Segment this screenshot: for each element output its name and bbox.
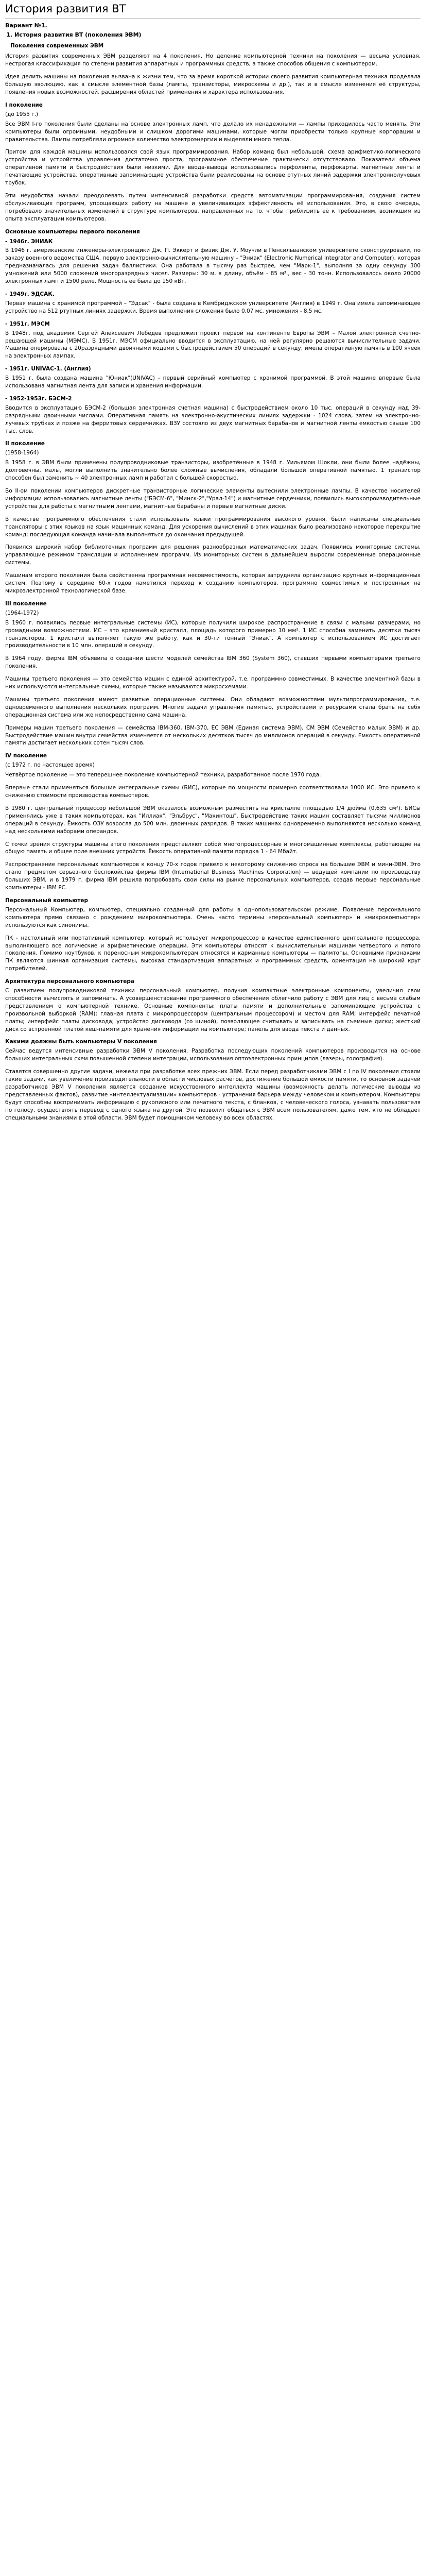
gen2-paragraph: Появился широкий набор библиотечных программ для решения разнообразных математических задач. Появились мониторные системы, управляющие режимом трансляции и исполнением программ. Из мониторных систем в дальнейшем выросли современные операционные системы. bbox=[5, 544, 421, 566]
gen4-paragraph: Распространение персональных компьютеров к концу 70-х годов привело к некоторому снижению спроса на большие ЭВМ и мини-ЭВМ. Это стало предметом серьезного беспокойства фирмы IBM (International Business Machines Corporation) — ведущей компании по производству больших ЭВМ, и в 1979 г. фирма IBM решила попробовать свои силы на рынке персональных компьютеров, создав первые персональные компьютеры - IBM PC. bbox=[5, 861, 421, 891]
model-text: В 1946 г. американские инженеры-электронщики Дж. П. Эккерт и физик Дж. У. Моучли в Пенсильванском университете сконструировали, по заказу военного ведомства США, первую электронно-вычислительную машину – "Эниак" (Electronic Numerical Integrator and Computer), которая предназначалась для решения задач баллистики. Она работала в тысячу раз быстрее, чем "Марк-1", выполняя за одну секунду 300 умножений или 5000 сложений многоразрядных чисел. Размеры: 30 м. в длину, объём - 85 м³., вес - 30 тонн. Использовалось около 20000 электронных ламп и 1500 реле. Мощность ее была до 150 кВт. bbox=[5, 247, 421, 285]
intro-paragraph: История развития современных ЭВМ разделяют на 4 поколения. Но деление компьютерной техники на поколения — весьма условная, нестрогая классификация по степени развития аппаратных и программных средств, а также способов общения с компьютером. bbox=[5, 53, 421, 67]
gen5-heading: Какими должны быть компьютеры V поколения bbox=[5, 1039, 157, 1045]
model-text: Вводится в эксплуатацию БЭСМ-2 (большая электронная счетная машина) с быстродействием около 10 тыс. операций в секунду над 39-разрядными двоичными числами. Оперативная память на электронно-акустических линиях задержки - 1024 слова, затем на электронно-лучевых трубках и позже на ферритовых сердечниках. ВЗУ состояло из двух магнитных барабанов и магнитной ленты емкостью свыше 100 тыс. слов. bbox=[5, 404, 421, 434]
gen2-years: (1958-1964) bbox=[5, 450, 39, 456]
model-title: - 1946г. ЭНИАК bbox=[5, 238, 53, 245]
model-text: В 1951 г. была создана машина "Юниак"(UNIVAC) - первый серийный компьютер с хранимой программой. В этой машине впервые была использована магнитная лента для записи и хранения информации. bbox=[5, 375, 421, 389]
gen4-paragraph: Четвёртое поколение — это теперешнее поколение компьютерной техники, разработанное после 1970 года. bbox=[5, 772, 321, 778]
gen4-paragraph: В 1980 г. центральный процессор небольшой ЭВМ оказалось возможным разместить на кристалле площадью 1/4 дюйма (0,635 см²). БИСы применялись уже в таких компьютерах, как "Иллиак", "Эльбрус", "Макинтош". Быстродействие таких машин составляет тысячи миллионов операций в секунду. Ёмкость ОЗУ возросла до 500 млн. двоичных разрядов. В таких машинах одновременно выполняются несколько команд над несколькими наборами операндов. bbox=[5, 805, 421, 835]
gen3-paragraph: Машины третьего поколения — это семейства машин с единой архитектурой, т.е. программно совместимых. В качестве элементной базы в них используются интегральные схемы, которые также называются микросхемами. bbox=[5, 676, 421, 690]
intro-paragraph: Идея делить машины на поколения вызвана к жизни тем, что за время короткой истории своего развития компьютерная техника проделала большую эволюцию, как в смысле элементной базы (лампы, транзисторы, микросхемы и др.), так и в смысле изменения её структуры, появления новых возможностей, расширения областей применения и характера использования. bbox=[5, 74, 421, 96]
gen1-paragraph: Все ЭВМ I-го поколения были сделаны на основе электронных ламп, что делало их ненадежными — лампы приходилось часто менять. Эти компьютеры были огромными, неудобными и слишком дорогими машинами, которые могли приобрести только крупные корпорации и правительства. Лампы потребляли огромное количество электроэнергии и выделяли много тепла. bbox=[5, 121, 421, 143]
pc-arch-paragraph: С развитием полупроводниковой техники персональный компьютер, получив компактные электронные компоненты, увеличил свои способности вычислять и запоминать. А усовершенствование программного обеспечения облегчило работу с ЭВМ для лиц с весьма слабым представлением о компьютерной технике. Основные компоненты: платы памяти и дополнительные запоминающие устройства с произвольной выборкой (RAM); главная плата с микропроцессором (центральным процессором) и местом для RAM; интерфейс печатной платы; интерфейс платы дисковода; устройство дисковода (со шиной), позволяющее считывать и записывать на съемные диски; жесткий диск со встроенной платой кеш-памяти для хранения информации на компьютере; панель для ввода текста и данных. bbox=[5, 988, 421, 1032]
gen2-paragraph: В качестве программного обеспечения стали использовать языки программирования высокого уровня, были написаны специальные трансляторы с этих языков на язык машинных команд. Для ускорения вычислений в этих машинах было реализовано некоторое перекрытие команд: последующая команда начинала выполняться до окончания предыдущей. bbox=[5, 516, 421, 538]
gen4-paragraph: Впервые стали применяться большие интегральные схемы (БИС), которые по мощности примерно соответствовали 1000 ИС. Это привело к снижению стоимости производства компьютеров. bbox=[5, 785, 421, 799]
topic-list bbox=[14, 31, 421, 39]
gen3-paragraph: Машины третьего поколения имеют развитые операционные системы. Они обладают возможностями мультипрограммирования, т.е. одновременного выполнения нескольких программ. Многие задачи управления памятью, устройствами и ресурсами стала брать на себя операционная система или же непосредственно сама машина. bbox=[5, 696, 421, 718]
gen1-models-heading: Основные компьютеры первого поколения bbox=[5, 228, 140, 235]
model-title: - 1951г. UNIVAC-1. (Англия) bbox=[5, 366, 91, 372]
gen3-years: (1964-1972) bbox=[5, 609, 39, 616]
gen2-paragraph: Машинам второго поколения была свойственна программная несовместимость, которая затрудняла организацию крупных информационных систем. Поэтому в середине 60-х годов наметился переход к созданию компьютеров, программно совместимых и построенных на микроэлектронной технологической базе. bbox=[5, 572, 421, 594]
gen1-heading: I поколение bbox=[5, 101, 43, 108]
model-text: Первая машина с хранимой программой – "Эдсак" - была создана в Кембриджском университете (Англия) в 1949 г. Она имела запоминающее устройство на 512 ртутных линиях задержки. Время выполнения сложения было 0,07 мс, умножения - 8,5 мс. bbox=[5, 300, 421, 314]
variant-label: Вариант №1. bbox=[5, 22, 47, 29]
gen1-years: (до 1955 г.) bbox=[5, 111, 39, 117]
gen3-heading: III поколение bbox=[5, 600, 47, 607]
topic-item: 1. История развития ВТ (поколения ЭВМ) bbox=[14, 31, 421, 39]
section-subtitle: Поколения современных ЭВМ bbox=[10, 42, 104, 49]
document-title: История развития ВТ bbox=[5, 2, 421, 19]
gen4-heading: IV поколение bbox=[5, 753, 47, 759]
gen4-years: (с 1972 г. по настоящее время) bbox=[5, 762, 95, 769]
gen4-paragraph: С точки зрения структуры машины этого поколения представляют собой многопроцессорные и многомашинные комплексы, работающие на общую память и общее поле внешних устройств. Ёмкость оперативной памяти порядка 1 - 64 Мбайт. bbox=[5, 841, 421, 855]
gen2-heading: II поколение bbox=[5, 440, 45, 447]
model-title: - 1951г. МЭСМ bbox=[5, 320, 50, 327]
gen3-paragraph: В 1964 году, фирма IBM объявила о создании шести моделей семейства IBM 360 (System 360), ставших первыми компьютерами третьего поколения. bbox=[5, 655, 421, 670]
gen5-paragraph: Ставятся совершенно другие задачи, нежели при разработке всех прежних ЭВМ. Если перед разработчиками ЭВМ с I по IV поколения стояли такие задачи, как увеличение производительности в области числовых расчётов, достижение большой ёмкости памяти, то основной задачей разработчиков ЭВМ V поколения является создание искусственного интеллекта машины (возможность делать логические выводы из представленных фактов), развитие «интеллектуализации» компьютеров - устранения барьера между человеком и компьютером. Компьютеры будут способны воспринимать информацию с рукописного или печатного текста, с бланков, с человеческого голоса, узнавать пользователя по голосу, осуществлять перевод с одного языка на другой. Это позволит общаться с ЭВМ всем пользователям, даже тем, кто не обладает специальными знаниями в этой области. ЭВМ будет помощником человеку во всех областях. bbox=[5, 1069, 421, 1121]
pc-heading: Персональный компьютер bbox=[5, 897, 89, 904]
gen3-paragraph: В 1960 г. появились первые интегральные системы (ИС), которые получили широкое распространение в связи с малыми размерами, но громадными возможностями. ИС – это кремниевый кристалл, площадь которого примерно 10 мм². 1 ИС способна заменить десятки тысяч транзисторов. 1 кристалл выполняет такую же работу, как и 30-ти тонный "Эниак". А компьютер с использованием ИС достигает производительности в 10 млн. операций в секунду. bbox=[5, 619, 421, 649]
gen1-paragraph: Эти неудобства начали преодолевать путем интенсивной разработки средств автоматизации программирования, создания систем обслуживающих программ, упрощающих работу на машине и увеличивающих эффективность её использования. Это, в свою очередь, потребовало значительных изменений в структуре компьютеров, направленных на то, чтобы приблизить её к требованиям, возникшим из опыта эксплуатации компьютеров. bbox=[5, 193, 421, 222]
gen2-paragraph: Во II-ом поколении компьютеров дискретные транзисторные логические элементы вытеснили электронные лампы. В качестве носителей информации использовались магнитные ленты ("БЭСМ-6", "Минск-2","Урал-14") и магнитные сердечники, появились высокопроизводительные устройства для работы с магнитными лентами, магнитные барабаны и первые магнитные диски. bbox=[5, 488, 421, 510]
model-title: - 1949г. ЭДСАК. bbox=[5, 291, 55, 297]
gen2-paragraph: В 1958 г. в ЭВМ были применены полупроводниковые транзисторы, изобретённые в 1948 г. Уильямом Шокли, они были более надёжны, долговечны, малы, могли выполнить значительно более сложные вычисления, обладали большой оперативной памятью. 1 транзистор способен был заменить ~ 40 электронных ламп и работал с большей скоростью. bbox=[5, 460, 421, 482]
document bbox=[0, 0, 426, 1132]
gen5-paragraph: Сейчас ведутся интенсивные разработки ЭВМ V поколения. Разработка последующих поколений компьютеров производится на основе больших интегральных схем повышенной степени интеграции, использования оптоэлектронных принципов (лазеры, голография). bbox=[5, 1048, 421, 1062]
gen3-paragraph: Примеры машин третьего поколения — семейства IBM-360, IBM-370, ЕС ЭВМ (Единая система ЭВМ), СМ ЭВМ (Семейство малых ЭВМ) и др. Быстродействие машин внутри семейства изменяется от нескольких десятков тысяч до миллионов операций в секунду. Емкость оперативной памяти достигает нескольких сотен тысяч слов. bbox=[5, 724, 421, 747]
pc-paragraph: ПК - настольный или портативный компьютер, который использует микропроцессор в качестве единственного центрального процессора, выполняющего все логические и арифметические операции. Эти компьютеры относят к вычислительным машинам четвертого и пятого поколения. Помимо ноутбуков, к переносным микрокомпьютерам относятся и карманные компьютеры — палмтопы. Основными признаками ПК являются шинная организация системы, высокая стандартизация аппаратных и программных средств, ориентация на широкий круг потребителей. bbox=[5, 935, 421, 972]
model-title: - 1952-1953г. БЭСМ-2 bbox=[5, 395, 72, 402]
model-text: В 1948г. под академик Сергей Алексеевич Лебедев предложил проект первой на континенте Европы ЭВМ – Малой электронной счетно-решающей машины (МЭМС). В 1951г. МЭСМ официально вводится в эксплуатацию, на ней регулярно решаются вычислительные задачи. Машина оперировала с 20разрядными двоичными кодами с быстродействием 50 операций в секунду, имела оперативную память в 100 ячеек на электронных лампах. bbox=[5, 330, 421, 360]
gen1-paragraph: Притом для каждой машины использовался свой язык программирования. Набор команд был небольшой, схема арифметико-логического устройства и устройства управления достаточно проста, программное обеспечение практически отсутствовало. Показатели объема оперативной памяти и быстродействия были низкими. Для ввода-вывода использовались перфоленты, перфокарты, магнитные ленты и печатающие устройства, оперативные запоминающие устройства были реализованы на основе ртутных линий задержки электроннолучевых трубок. bbox=[5, 149, 421, 187]
pc-paragraph: Персональный Компьютер, компьютер, специально созданный для работы в однопользовательском режиме. Появление персонального компьютера прямо связано с рождением микрокомпьютера. Очень часто термины «персональный компьютер» и «микрокомпьютер» используются как синонимы. bbox=[5, 906, 421, 928]
pc-arch-heading: Архитектура персонального компьютера bbox=[5, 978, 134, 985]
